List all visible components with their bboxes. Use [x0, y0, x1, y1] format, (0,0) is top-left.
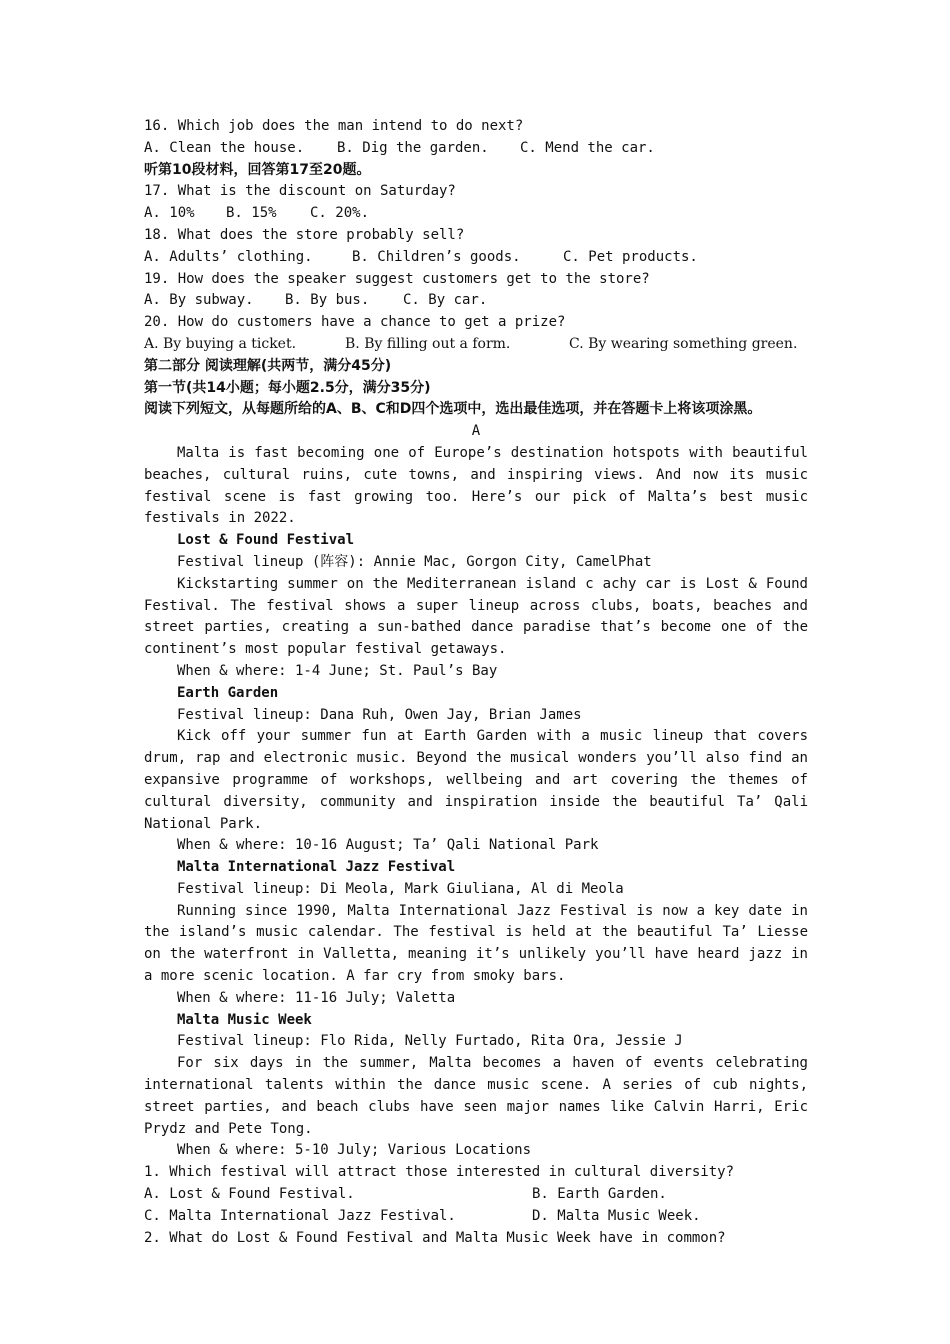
q1-option-d: D. Malta Music Week. — [532, 1207, 701, 1224]
q19-option-c: C. By car. — [403, 292, 488, 309]
festival-4-description: For six days in the summer, Malta becomes a haven of events celebrating international talents within the dance music scene. A series of cub nights, street parties, and beach clubs have seen major names like Calvin Harri, Eric Prydz and Pete Tong. — [144, 1055, 808, 1137]
festival-3-name: Malta International Jazz Festival — [177, 859, 456, 876]
q18-option-b: B. Children’s goods. — [352, 248, 521, 265]
q16-option-b: B. Dig the garden. — [337, 139, 489, 156]
festival-4-when-where: When & where: 5-10 July; Various Locations — [177, 1142, 532, 1159]
q20-option-c: C. By wearing something green. — [569, 335, 798, 352]
q19-option-b: B. By bus. — [285, 292, 370, 309]
q18-options — [144, 247, 808, 269]
q18-option-c: C. Pet products. — [563, 248, 698, 265]
part2-section1: 第一节(共14小题；每小题2.5分，满分35分) — [144, 379, 431, 396]
festival-1-description: Kickstarting summer on the Mediterranean island c achy car is Lost & Found Festival. The festival shows a super lineup across clubs, boats, beaches and street parties, creating a sun-bathed dance paradise that’s become one of the continent’s most popular festival getaways. — [144, 575, 808, 658]
q1-option-b: B. Earth Garden. — [532, 1186, 667, 1203]
passage-intro: Malta is fast becoming one of Europe’s destination hotspots with beautiful beaches, cultural ruins, cute towns, and inspiring views. And now its music festival scene is fast growing too. Here’s our pick of Malta’s best music festivals in 2022. — [144, 444, 808, 527]
festival-1-lineup: Festival lineup (阵容): Annie Mac, Gorgon City, CamelPhat — [177, 553, 652, 570]
q19-options — [144, 290, 808, 312]
q2-stem: 2. What do Lost & Found Festival and Malta Music Week have in common? — [144, 1229, 726, 1246]
q18-stem: 18. What does the store probably sell? — [144, 226, 465, 243]
q18-option-a: A. Adults’ clothing. — [144, 248, 313, 265]
part2-instructions: 阅读下列短文，从每题所给的A、B、C和D四个选项中，选出最佳选项，并在答题卡上将该项涂黑。 — [144, 401, 762, 418]
q1-stem: 1. Which festival will attract those interested in cultural diversity? — [144, 1164, 735, 1181]
passage-letter: A — [471, 423, 481, 440]
q17-option-b: B. 15% — [226, 205, 277, 222]
q19-option-a: A. By subway. — [144, 292, 254, 309]
q16-option-a: A. Clean the house. — [144, 139, 305, 156]
q16-options — [144, 138, 808, 160]
festival-2-when-where: When & where: 10-16 August; Ta’ Qali National Park — [177, 837, 599, 854]
festival-1-when-where: When & where: 1-4 June; St. Paul’s Bay — [177, 662, 498, 679]
q1-option-c: C. Malta International Jazz Festival. — [144, 1207, 456, 1224]
part2-title: 第二部分 阅读理解(共两节，满分45分) — [144, 357, 392, 374]
q17-option-c: C. 20%. — [310, 205, 370, 222]
festival-3-description: Running since 1990, Malta International Jazz Festival is now a key date in the island’s music calendar. The festival is held at the beautiful Ta’ Liesse on the waterfront in Valletta, meaning it’s unlikely you’ll have heard jazz in a more scenic location. A far cry from smoky bars. — [144, 902, 808, 985]
section-10-heading: 听第10段材料，回答第17至20题。 — [144, 161, 371, 178]
festival-2-name: Earth Garden — [177, 684, 279, 701]
festival-4-lineup: Festival lineup: Flo Rida, Nelly Furtado, Rita Ora, Jessie J — [177, 1033, 683, 1050]
q17-stem: 17. What is the discount on Saturday? — [144, 183, 456, 200]
q16-option-c: C. Mend the car. — [520, 139, 655, 156]
q20-options — [144, 334, 808, 356]
exam-page — [144, 116, 808, 1249]
q16-stem: 16. Which job does the man intend to do next? — [144, 118, 524, 134]
festival-3-lineup: Festival lineup: Di Meola, Mark Giuliana, Al di Meola — [177, 880, 624, 897]
q17-options — [144, 203, 808, 225]
q20-option-a: A. By buying a ticket. — [144, 335, 297, 352]
festival-2-description: Kick off your summer fun at Earth Garden with a music lineup that covers drum, rap and electronic music. Beyond the musical wonders you’ll also find an expansive programme of workshops, wellbeing and art covering the themes of cultural diversity, community and inspiration inside the beautiful Ta’ Qali National Park. — [144, 728, 808, 832]
festival-2-lineup: Festival lineup: Dana Ruh, Owen Jay, Brian James — [177, 706, 582, 723]
q20-option-b: B. By filling out a form. — [345, 335, 511, 352]
q19-stem: 19. How does the speaker suggest customers get to the store? — [144, 270, 650, 287]
festival-3-when-where: When & where: 11-16 July; Valetta — [177, 989, 456, 1006]
festival-4-name: Malta Music Week — [177, 1011, 312, 1028]
q17-option-a: A. 10% — [144, 205, 195, 222]
q1-options-row2 — [144, 1206, 808, 1228]
q20-stem: 20. How do customers have a chance to get a prize? — [144, 314, 566, 331]
q1-options-row1 — [144, 1184, 808, 1206]
festival-1-name: Lost & Found Festival — [177, 532, 355, 549]
q1-option-a: A. Lost & Found Festival. — [144, 1186, 355, 1203]
